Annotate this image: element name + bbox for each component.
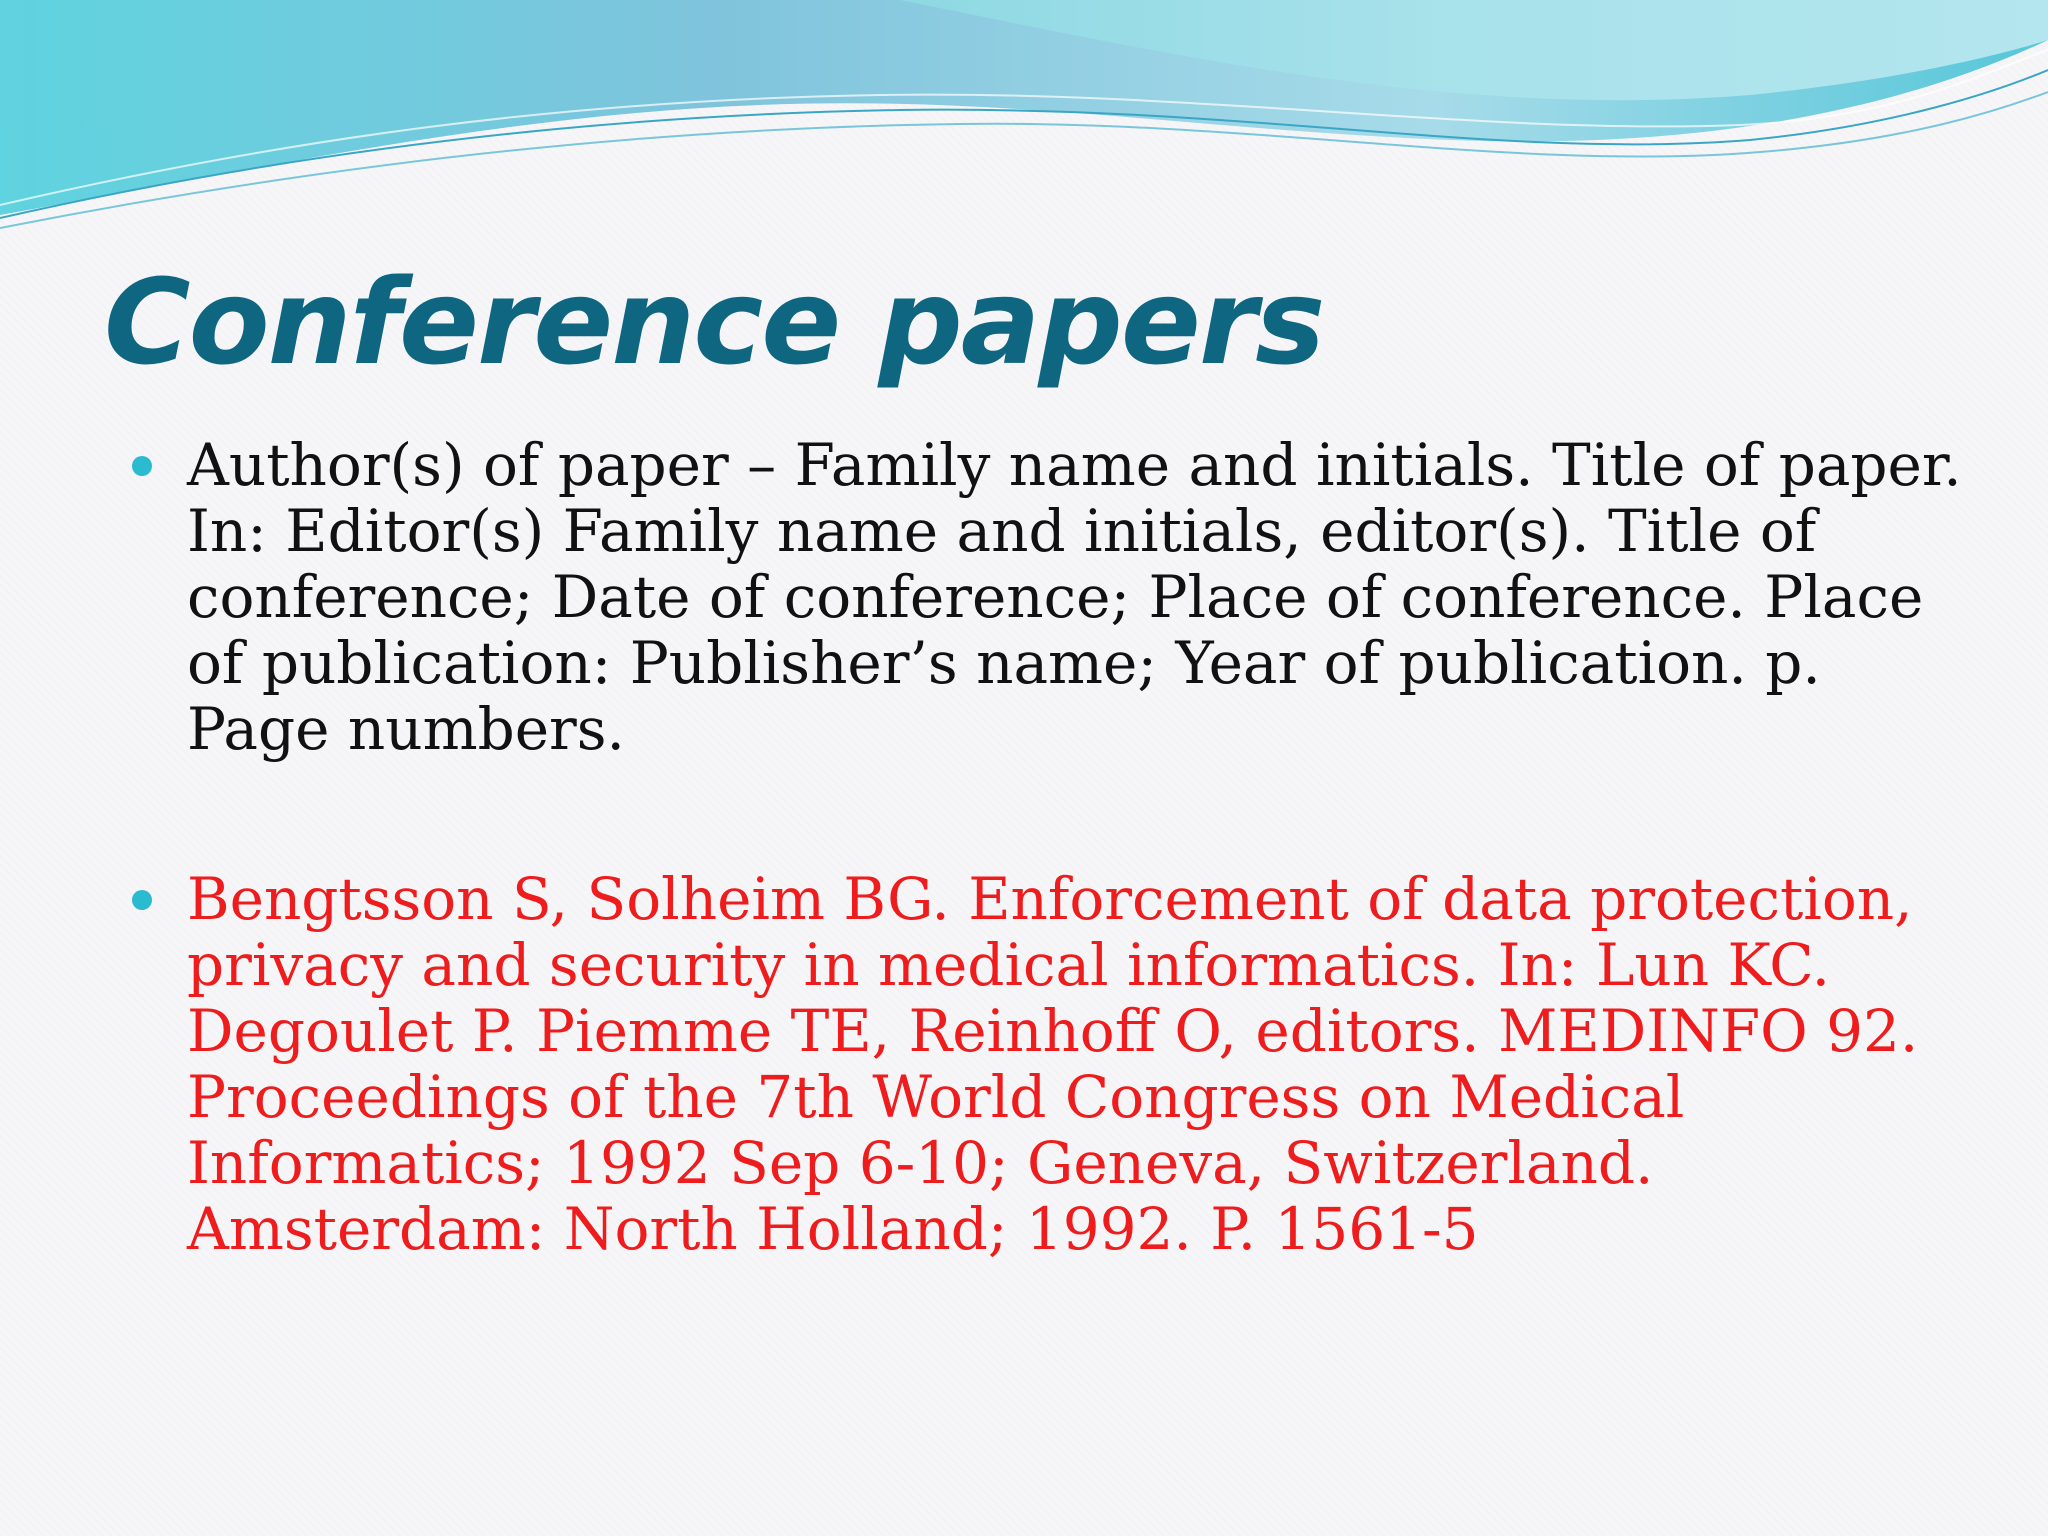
bullet-text-example: Bengtsson S, Solheim BG. Enforcement of data protection, privacy and security in medical informatics. In: Lun KC. Degoulet P. Piemme TE, Reinhoff O, editors. MEDINFO 92. Proceedings of the 7th World Congress on Medical Informatics; 1992 Sep 6-10; Geneva, Switzerland. Amsterdam: North Holland; 1992. P. 1561-5 — [187, 865, 1919, 1263]
bullet-text-format: Author(s) of paper – Family name and initials. Title of paper. In: Editor(s) Family name and initials, editor(s). Title of conference; Date of conference; Place of conference. Place of publication: Publisher’s name; Year of publication. p. Page numbers. — [187, 431, 1962, 763]
slide-title: Conference papers — [104, 253, 1324, 391]
bullet-list — [132, 432, 1972, 1262]
bullet-dot-icon — [132, 890, 152, 910]
bullet-dot-icon — [132, 456, 152, 476]
header-wave-decoration — [0, 0, 2048, 240]
bullet-item-format — [132, 432, 1972, 762]
bullet-item-example — [132, 866, 1972, 1262]
